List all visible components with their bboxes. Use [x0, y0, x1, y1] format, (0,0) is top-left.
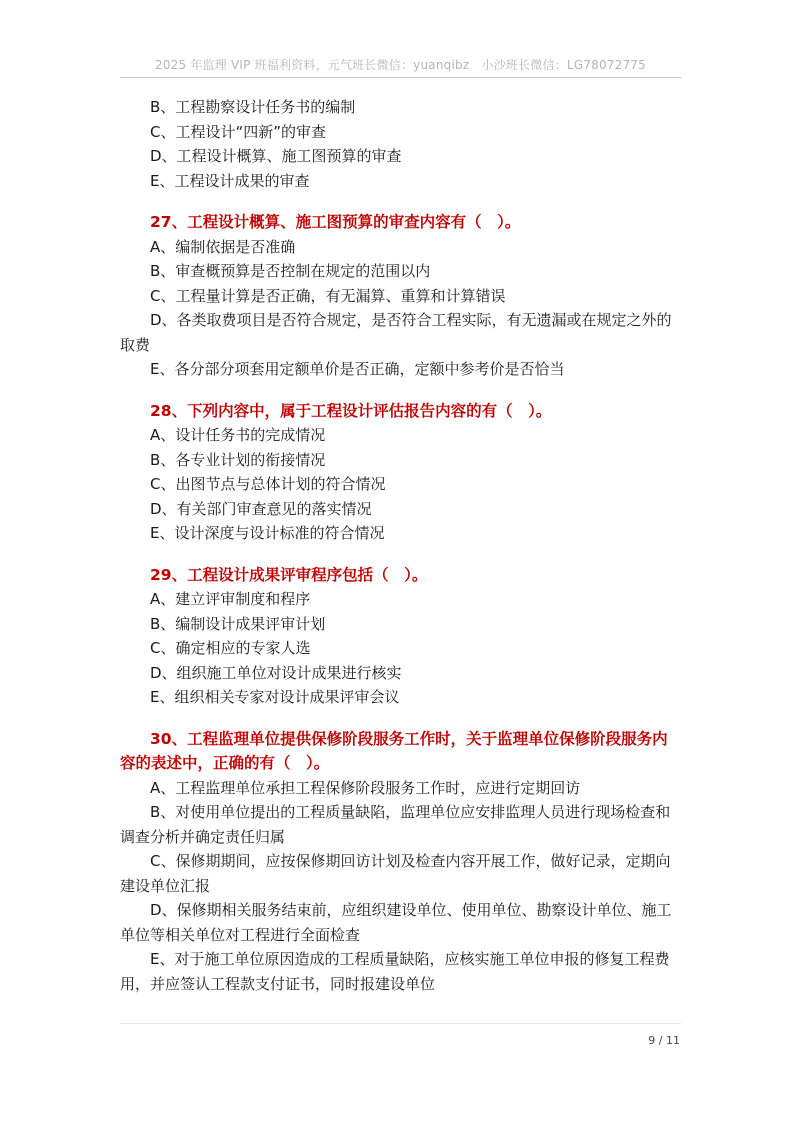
footer-divider [120, 1023, 681, 1024]
question-title: 30、工程监理单位提供保修阶段服务工作时，关于监理单位保修阶段服务内容的表述中，正确的有（ ）。 [120, 729, 668, 772]
question-title: 27、工程设计概算、施工图预算的审查内容有（ ）。 [150, 213, 521, 231]
question-29 [120, 563, 681, 710]
question-title: 29、工程设计成果评审程序包括（ ）。 [150, 565, 428, 584]
option-b: B、各专业计划的衔接情况 [150, 450, 326, 469]
option-a: A、建立评审制度和程序 [150, 590, 311, 608]
option-d: D、保修期相关服务结束前，应组织建设单位、使用单位、勘察设计单位、施工单位等相关单位对工程进行全面检查 [120, 901, 672, 944]
option-c: C、工程设计“四新”的审查 [150, 122, 327, 141]
option-b: B、审查概预算是否控制在规定的范围以内 [150, 262, 431, 280]
question-30 [120, 727, 681, 997]
question-title: 28、下列内容中，属于工程设计评估报告内容的有（ ）。 [150, 401, 552, 420]
option-a: A、设计任务书的完成情况 [150, 426, 326, 444]
option-e: E、各分部分项套用定额单价是否正确，定额中参考价是否恰当 [150, 360, 565, 378]
option-d: D、有关部门审查意见的落实情况 [150, 499, 372, 518]
option-b: B、编制设计成果评审计划 [150, 614, 326, 633]
option-d: D、工程设计概算、施工图预算的审查 [150, 147, 402, 165]
option-a: A、编制依据是否准确 [150, 237, 296, 256]
document-body [120, 95, 681, 996]
option-d: D、组织施工单位对设计成果进行核实 [150, 663, 402, 682]
option-b: B、对使用单位提出的工程质量缺陷，监理单位应安排监理人员进行现场检查和调查分析并确定责任归属 [120, 803, 671, 846]
option-c: C、保修期期间，应按保修期回访计划及检查内容开展工作，做好记录，定期向建设单位汇报 [120, 852, 671, 895]
option-a: A、工程监理单位承担工程保修阶段服务工作时，应进行定期回访 [150, 778, 581, 797]
question-27 [120, 210, 681, 382]
option-e: E、组织相关专家对设计成果评审会议 [150, 688, 400, 706]
option-e: E、对于施工单位原因造成的工程质量缺陷，应核实施工单位申报的修复工程费用，并应签认工程款支付证书，同时报建设单位 [120, 950, 670, 993]
option-d: D、各类取费项目是否符合规定，是否符合工程实际，有无遗漏或在规定之外的取费 [120, 311, 672, 354]
option-c: C、确定相应的专家人选 [150, 639, 311, 657]
page-header: 2025 年监理 VIP 班福利资料，元气班长微信：yuanqibz 小沙班长微信：LG78072775 [155, 58, 646, 72]
question-26-tail [120, 95, 681, 193]
page-number: 9 / 11 [648, 1034, 680, 1047]
question-28 [120, 399, 681, 546]
option-b: B、工程勘察设计任务书的编制 [150, 98, 356, 116]
option-e: E、工程设计成果的审查 [150, 171, 310, 190]
option-c: C、工程量计算是否正确，有无漏算、重算和计算错误 [150, 286, 506, 305]
header-divider [120, 77, 681, 78]
option-c: C、出图节点与总体计划的符合情况 [150, 475, 386, 493]
option-e: E、设计深度与设计标准的符合情况 [150, 524, 385, 542]
